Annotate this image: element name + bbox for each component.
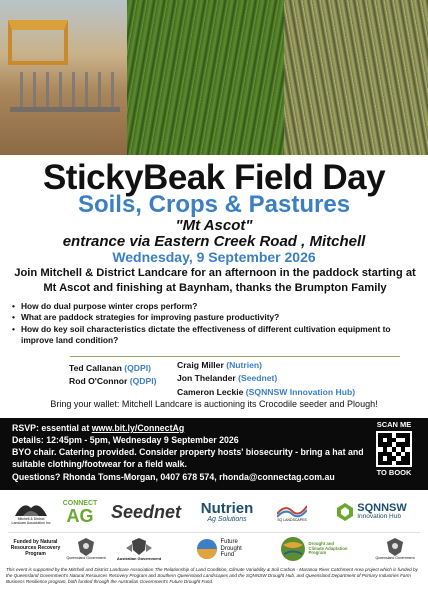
machinery-frame-shape (8, 20, 68, 65)
landscape-wave-icon (277, 502, 307, 518)
speaker-list-right (177, 359, 417, 399)
green-crop-field-photo (127, 0, 284, 155)
byo-line: BYO chair. Catering provided. Consider property hosts' biosecurity - bring a hat and suitable clothing/footwear for a field walk. (12, 447, 364, 470)
qld-crest-icon (76, 538, 96, 556)
qld-gov-name: Queensland Government (66, 556, 106, 560)
speaker-name: Ted Callanan (69, 363, 122, 373)
seednet-logo: Seednet (110, 501, 182, 522)
pasture-grass-photo (284, 0, 428, 155)
question-list (12, 301, 420, 346)
qld-gov-logo-2 (370, 534, 420, 564)
sqnnsw-top: SQNNSW (357, 502, 407, 515)
aus-gov-logo (112, 534, 166, 564)
qld-crest-icon (385, 538, 405, 556)
contact-line: Questions? Rhonda Toms-Morgan, 0407 678 574, rhonda@connectag.com.au (12, 471, 335, 482)
future-drought-emblem-icon (196, 538, 218, 560)
landcare-name: Mitchell & District Landcare Association Inc (11, 517, 51, 525)
event-title: StickyBeak Field Day (42, 158, 386, 197)
speaker-row (69, 362, 179, 375)
rsvp-line (12, 422, 372, 434)
speaker-list-left (69, 362, 179, 389)
funding-footer: This event is supported by the Mitchell and District Landcare Association The Relationship of Land Condition, Climate Variability & Soil Carbon - Maranoa River Catchment Area project which is funded by the Queensland Government's Natural Resources Recovery Program and Southern Queensland Landscapes and the SQNNSW Drought Hub, and Queensland Department of Primary Industries Farm Business Resilience program, both funded through the Australian Government's Future Drought Fund. (6, 567, 418, 584)
qld-gov-logo (66, 534, 106, 564)
sq-landscapes-name: SQ LANDSCAPES (277, 518, 307, 522)
farm-machinery-photo (0, 0, 127, 155)
speaker-name: Craig Miller (177, 360, 224, 370)
event-entrance: entrance via Eastern Creek Road , Mitchell (62, 233, 366, 250)
nutrien-logo (192, 494, 262, 530)
sqnnsw-bottom: Innovation Hub (357, 513, 401, 521)
speaker-name: Jon Thelander (177, 373, 236, 384)
qr-label-bottom: TO BOOK (376, 468, 412, 478)
speaker-org: (Nutrien) (226, 360, 263, 370)
qr-code-block[interactable] (372, 421, 416, 478)
speaker-row (69, 375, 179, 388)
drought-hub-name: Drought and Climate Adaptation Program (308, 540, 348, 556)
drought-hub-globe-icon (280, 536, 306, 562)
sqnnsw-logo (322, 498, 422, 526)
event-details-line: Details: 12:45pm - 5pm, Wednesday 9 September 2026 (12, 435, 239, 446)
auction-notice: Bring your wallet: Mitchell Landcare is auctioning its Crocodile seeder and Plough! (50, 399, 378, 409)
funder-logos-row (0, 533, 428, 565)
speaker-row (177, 359, 417, 372)
speaker-name: Rod O'Connor (69, 376, 128, 387)
event-date: Wednesday, 9 September 2026 (112, 249, 316, 265)
landcare-emblem-icon (13, 498, 49, 518)
speaker-org: (QDPI) (129, 376, 157, 387)
connectag-top: CONNECT (62, 499, 98, 507)
speaker-name: Cameron Leckie (177, 386, 244, 397)
header-photo-strip (0, 0, 428, 155)
rsvp-panel (0, 418, 428, 490)
rsvp-prefix: RSVP: essential at (12, 423, 92, 433)
future-drought-name: Future Drought Fund (220, 539, 242, 559)
partner-logos-row (0, 492, 428, 532)
sq-landscapes-logo (268, 496, 316, 528)
speaker-row (177, 386, 417, 399)
list-item: • How do dual purpose winter crops perform? (12, 301, 420, 312)
nutrien-bottom: Ag Solutions (207, 516, 247, 523)
event-subtitle: Soils, Crops & Pastures (77, 191, 351, 218)
list-item: • What are paddock strategies for improving pasture productivity? (12, 312, 420, 323)
landcare-logo (10, 495, 52, 529)
qld-gov-name: Queensland Government (375, 556, 415, 560)
speaker-row (177, 372, 417, 385)
speaker-org: (Seednet) (238, 373, 278, 384)
event-location: "Mt Ascot" (175, 217, 253, 234)
qr-code-icon[interactable] (376, 431, 412, 467)
event-intro: Join Mitchell & District Landcare for an afternoon in the paddock starting at Mt Ascot and finishing at Baynham, thanks the Brumpton Family (14, 267, 416, 295)
connectag-logo (60, 494, 100, 530)
speaker-org: (SQNNSW Innovation Hub) (245, 386, 356, 397)
aus-gov-name: Australian Government (116, 555, 162, 561)
connectag-bottom: AG (66, 505, 94, 526)
future-drought-logo (194, 534, 256, 564)
aus-crest-icon (126, 538, 152, 556)
speaker-org: (QDPI) (124, 363, 151, 373)
cultivator-tines-shape (10, 72, 120, 112)
rsvp-details (12, 422, 372, 483)
funded-by-label: Funded by Natural Resources Recovery Program (10, 539, 61, 557)
drought-hub-logo (278, 534, 352, 564)
list-item: • How do key soil characteristics dictate the effectiveness of different cultivation equipment to improve land condition? (12, 324, 420, 347)
booking-link[interactable]: www.bit.ly/ConnectAg (91, 423, 185, 433)
section-divider (70, 356, 400, 357)
hub-leaf-icon (337, 503, 353, 521)
qr-label-top: SCAN ME (376, 420, 412, 429)
nutrien-top: Nutrien (200, 500, 254, 517)
